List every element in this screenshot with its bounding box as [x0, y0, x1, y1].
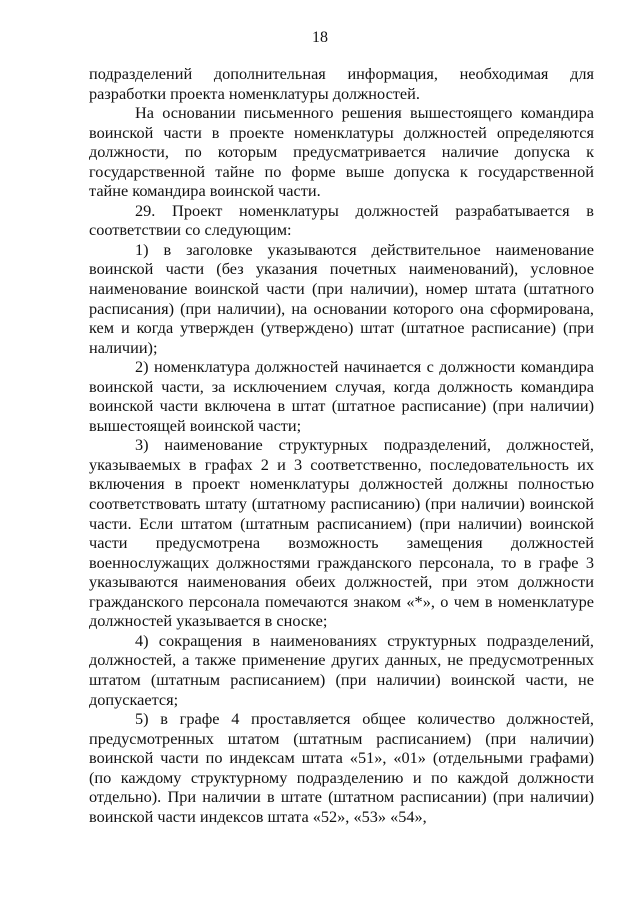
- paragraph-subitem-1: 1) в заголовке указываются действительное наименование воинской части (без указания почетных наименований), условное наименование воинской части (при наличии), номер штата (штатного расписания) (при наличии), на основании которого она сформирована, кем и когда утвержден (утверждено) штат (штатное расписание) (при наличии);: [89, 239, 594, 357]
- paragraph-subitem-2: 2) номенклатура должностей начинается с должности командира воинской части, за исключением случая, когда должность командира воинской части включена в штат (штатное расписание) (при наличии) вышестоящей воинской части;: [89, 357, 594, 435]
- paragraph-subitem-3: 3) наименование структурных подразделений, должностей, указываемых в графах 2 и 3 соответственно, последовательность их включения в проект номенклатуры должностей должны полностью соответствовать штату (штатному расписанию) (при наличии) воинской части. Если штатом (штатным расписанием) (при наличии) воинской части предусмотрена возможность замещения должностей военнослужащих должностями гражданского персонала, то в графе 3 указываются наименования обеих должностей, при этом должности гражданского персонала помечаются знаком «*», о чем в номенклатуре должностей указывается в сноске;: [89, 435, 594, 631]
- paragraph-clearance-decision: На основании письменного решения вышестоящего командира воинской части в проекте номенклатуры должностей определяются должности, по которым предусматривается наличие допуска к государственной тайне по форме выше допуска к государственной тайне командира воинской части.: [89, 103, 594, 201]
- paragraph-subitem-4: 4) сокращения в наименованиях структурных подразделений, должностей, а также применение других данных, не предусмотренных штатом (штатным расписанием) (при наличии) воинской части, не допускается;: [89, 630, 594, 709]
- paragraph-subitem-5: 5) в графе 4 проставляется общее количество должностей, предусмотренных штатом (штатным расписанием) (при наличии) воинской части по индексам штата «51», «01» (отдельными графами) (по каждому структурному подразделению и по каждой должности отдельно). При наличии в штате (штатном расписании) (при наличии) воинской части индексов штата «52», «53» «54»,: [89, 709, 594, 826]
- paragraph-item-29: 29. Проект номенклатуры должностей разрабатывается в соответствии со следующим:: [89, 200, 594, 240]
- page-number: 18: [312, 29, 328, 46]
- paragraph-continuation: подразделений дополнительная информация, необходимая для разработки проекта номенклатуры должностей.: [89, 64, 594, 103]
- document-body: [89, 64, 594, 826]
